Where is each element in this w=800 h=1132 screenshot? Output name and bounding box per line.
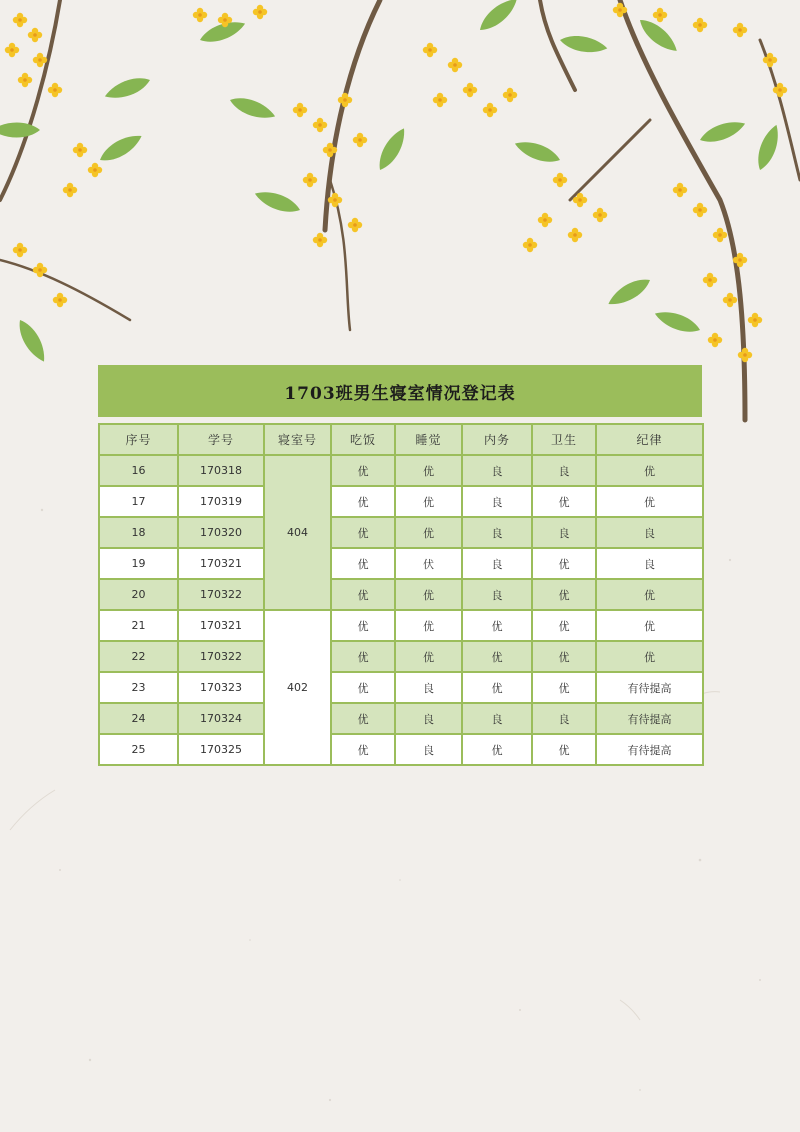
cell-chores: 良 bbox=[462, 579, 532, 610]
cell-chores: 优 bbox=[462, 641, 532, 672]
register-sheet bbox=[98, 365, 702, 766]
cell-sleeping: 良 bbox=[395, 734, 462, 765]
dorm-register-table bbox=[98, 423, 704, 766]
cell-discipline: 有待提高 bbox=[596, 734, 703, 765]
table-row bbox=[99, 703, 703, 734]
cell-chores: 良 bbox=[462, 517, 532, 548]
cell-discipline: 有待提高 bbox=[596, 703, 703, 734]
cell-no: 20 bbox=[99, 579, 178, 610]
header-row bbox=[99, 424, 703, 455]
cell-eating: 优 bbox=[331, 517, 395, 548]
table-row bbox=[99, 548, 703, 579]
col-header-room: 寝室号 bbox=[264, 424, 331, 455]
table-title: 1703班男生寝室情况登记表 bbox=[98, 365, 702, 417]
cell-discipline: 优 bbox=[596, 641, 703, 672]
cell-sleeping: 优 bbox=[395, 641, 462, 672]
col-header-no: 序号 bbox=[99, 424, 178, 455]
cell-student-id: 170321 bbox=[178, 610, 264, 641]
cell-sleeping: 优 bbox=[395, 610, 462, 641]
cell-sleeping: 优 bbox=[395, 455, 462, 486]
cell-eating: 优 bbox=[331, 486, 395, 517]
cell-no: 23 bbox=[99, 672, 178, 703]
col-header-student-id: 学号 bbox=[178, 424, 264, 455]
cell-chores: 优 bbox=[462, 734, 532, 765]
cell-sleeping: 优 bbox=[395, 517, 462, 548]
cell-eating: 优 bbox=[331, 672, 395, 703]
cell-no: 17 bbox=[99, 486, 178, 517]
cell-no: 24 bbox=[99, 703, 178, 734]
cell-hygiene: 优 bbox=[532, 672, 596, 703]
cell-chores: 良 bbox=[462, 548, 532, 579]
cell-student-id: 170325 bbox=[178, 734, 264, 765]
cell-hygiene: 优 bbox=[532, 486, 596, 517]
cell-eating: 优 bbox=[331, 734, 395, 765]
cell-no: 22 bbox=[99, 641, 178, 672]
table-row bbox=[99, 455, 703, 486]
cell-no: 16 bbox=[99, 455, 178, 486]
cell-chores: 良 bbox=[462, 486, 532, 517]
table-row bbox=[99, 517, 703, 548]
cell-sleeping: 良 bbox=[395, 672, 462, 703]
table-row bbox=[99, 610, 703, 641]
table-row bbox=[99, 579, 703, 610]
cell-sleeping: 优 bbox=[395, 486, 462, 517]
cell-eating: 优 bbox=[331, 455, 395, 486]
cell-eating: 优 bbox=[331, 641, 395, 672]
cell-eating: 优 bbox=[331, 610, 395, 641]
cell-sleeping: 优 bbox=[395, 579, 462, 610]
cell-eating: 优 bbox=[331, 579, 395, 610]
cell-hygiene: 优 bbox=[532, 641, 596, 672]
cell-hygiene: 优 bbox=[532, 579, 596, 610]
cell-no: 21 bbox=[99, 610, 178, 641]
cell-student-id: 170320 bbox=[178, 517, 264, 548]
table-row bbox=[99, 486, 703, 517]
cell-chores: 优 bbox=[462, 672, 532, 703]
cell-chores: 良 bbox=[462, 703, 532, 734]
cell-discipline: 优 bbox=[596, 579, 703, 610]
cell-discipline: 优 bbox=[596, 610, 703, 641]
cell-no: 19 bbox=[99, 548, 178, 579]
cell-student-id: 170318 bbox=[178, 455, 264, 486]
cell-discipline: 优 bbox=[596, 455, 703, 486]
table-row bbox=[99, 734, 703, 765]
col-header-eating: 吃饭 bbox=[331, 424, 395, 455]
cell-eating: 优 bbox=[331, 703, 395, 734]
table-row bbox=[99, 672, 703, 703]
col-header-chores: 内务 bbox=[462, 424, 532, 455]
cell-no: 18 bbox=[99, 517, 178, 548]
cell-sleeping: 良 bbox=[395, 703, 462, 734]
cell-student-id: 170323 bbox=[178, 672, 264, 703]
cell-student-id: 170319 bbox=[178, 486, 264, 517]
cell-eating: 优 bbox=[331, 548, 395, 579]
cell-hygiene: 良 bbox=[532, 703, 596, 734]
cell-discipline: 良 bbox=[596, 517, 703, 548]
cell-student-id: 170322 bbox=[178, 579, 264, 610]
cell-student-id: 170322 bbox=[178, 641, 264, 672]
cell-hygiene: 良 bbox=[532, 455, 596, 486]
cell-discipline: 优 bbox=[596, 486, 703, 517]
cell-hygiene: 优 bbox=[532, 734, 596, 765]
table-row bbox=[99, 641, 703, 672]
cell-student-id: 170324 bbox=[178, 703, 264, 734]
cell-no: 25 bbox=[99, 734, 178, 765]
cell-discipline: 良 bbox=[596, 548, 703, 579]
cell-discipline: 有待提高 bbox=[596, 672, 703, 703]
cell-sleeping: 伏 bbox=[395, 548, 462, 579]
cell-chores: 优 bbox=[462, 610, 532, 641]
cell-hygiene: 优 bbox=[532, 610, 596, 641]
col-header-hygiene: 卫生 bbox=[532, 424, 596, 455]
col-header-discipline: 纪律 bbox=[596, 424, 703, 455]
cell-chores: 良 bbox=[462, 455, 532, 486]
cell-room: 404 bbox=[264, 455, 331, 610]
cell-hygiene: 良 bbox=[532, 517, 596, 548]
cell-room: 402 bbox=[264, 610, 331, 765]
cell-student-id: 170321 bbox=[178, 548, 264, 579]
cell-hygiene: 优 bbox=[532, 548, 596, 579]
col-header-sleeping: 睡觉 bbox=[395, 424, 462, 455]
